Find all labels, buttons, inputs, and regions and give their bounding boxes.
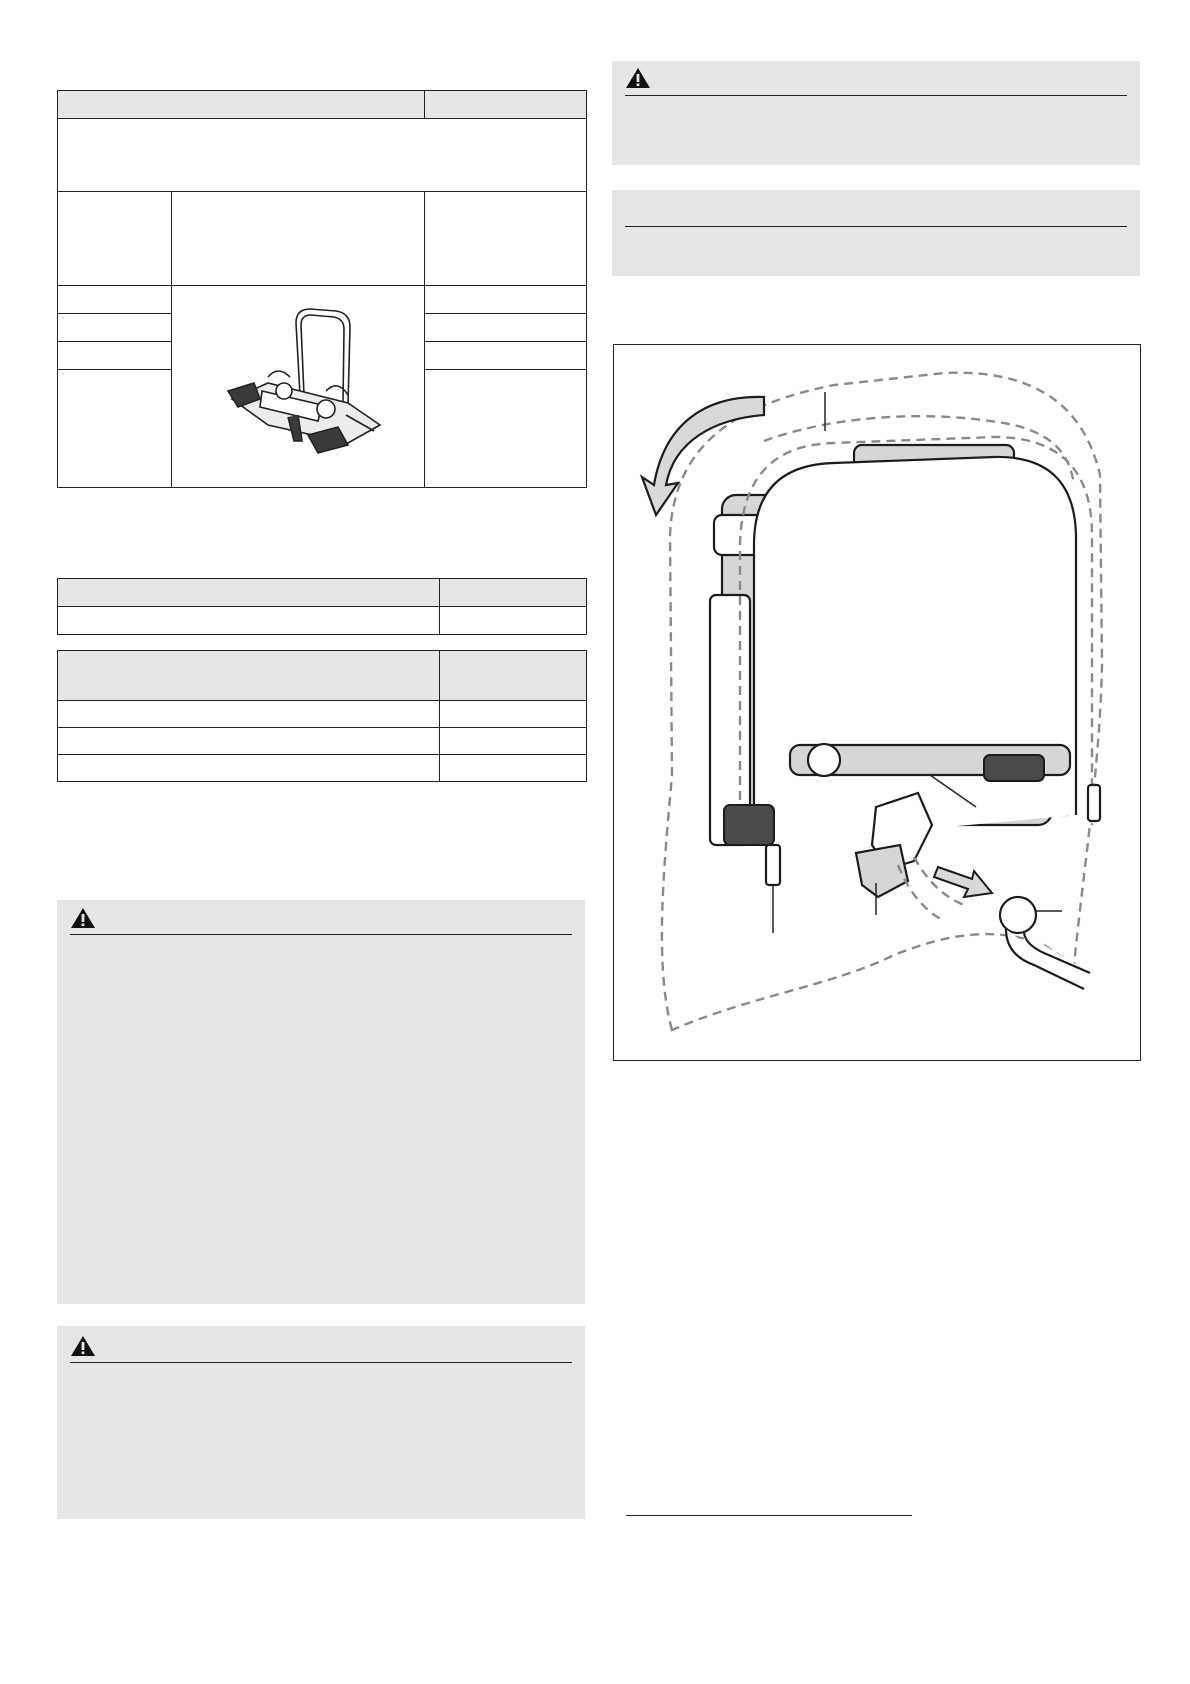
warning-box-2-rule bbox=[70, 1362, 572, 1363]
warning-box-2 bbox=[57, 1326, 585, 1519]
spec-table-2-cell bbox=[440, 728, 587, 755]
spec-table-1-cell bbox=[58, 607, 440, 635]
spec-table-2 bbox=[57, 650, 587, 782]
warning-triangle-icon bbox=[625, 67, 651, 89]
tow-ball bbox=[1000, 897, 1036, 933]
bike-carrier-illustration bbox=[198, 295, 398, 475]
warning-triangle-icon bbox=[70, 1335, 96, 1357]
product-side-left-1 bbox=[58, 286, 172, 314]
spec-table-1-header-right bbox=[440, 579, 587, 607]
spec-table-2-cell bbox=[440, 755, 587, 782]
spec-table-2-cell bbox=[58, 728, 440, 755]
product-head-cell-2 bbox=[172, 192, 425, 286]
tail-light-right bbox=[984, 755, 1044, 781]
product-side-left-4 bbox=[58, 370, 172, 488]
product-table-header-left bbox=[58, 91, 425, 119]
spec-table-2-cell bbox=[58, 755, 440, 782]
product-side-left-3 bbox=[58, 342, 172, 370]
spec-table-2-header-left bbox=[58, 651, 440, 701]
note-box bbox=[612, 190, 1140, 276]
product-description bbox=[58, 119, 587, 192]
warning-box-1-rule bbox=[70, 934, 572, 935]
product-head-cell-1 bbox=[58, 192, 172, 286]
fold-down-carrier-figure bbox=[613, 344, 1141, 1061]
warning-box-1 bbox=[57, 900, 585, 1304]
product-table-header-right bbox=[425, 91, 587, 119]
spec-table-1 bbox=[57, 578, 587, 635]
product-head-cell-3 bbox=[425, 192, 587, 286]
product-side-right-3 bbox=[425, 342, 587, 370]
note-box-rule bbox=[625, 226, 1127, 227]
product-table bbox=[57, 90, 587, 488]
spec-table-2-cell bbox=[58, 701, 440, 728]
product-side-right-2 bbox=[425, 314, 587, 342]
warning-box-top bbox=[612, 61, 1140, 165]
warning-triangle-icon bbox=[70, 907, 96, 929]
tail-light-left bbox=[724, 805, 774, 845]
warning-box-top-rule bbox=[625, 95, 1127, 96]
product-side-right-4 bbox=[425, 370, 587, 488]
rack-frame-loop bbox=[754, 457, 1076, 845]
leg-left bbox=[766, 845, 780, 885]
spec-table-2-cell bbox=[440, 701, 587, 728]
product-side-left-2 bbox=[58, 314, 172, 342]
knob bbox=[808, 744, 840, 776]
product-side-right-1 bbox=[425, 286, 587, 314]
figure-drawing bbox=[614, 345, 1139, 1059]
clamp-open-outline bbox=[898, 857, 964, 921]
spec-table-1-cell bbox=[440, 607, 587, 635]
product-image-cell bbox=[172, 286, 425, 488]
footnote-rule bbox=[626, 1515, 912, 1516]
spec-table-1-header-left bbox=[58, 579, 440, 607]
spec-table-2-header-right bbox=[440, 651, 587, 701]
leg-right bbox=[1088, 785, 1100, 821]
